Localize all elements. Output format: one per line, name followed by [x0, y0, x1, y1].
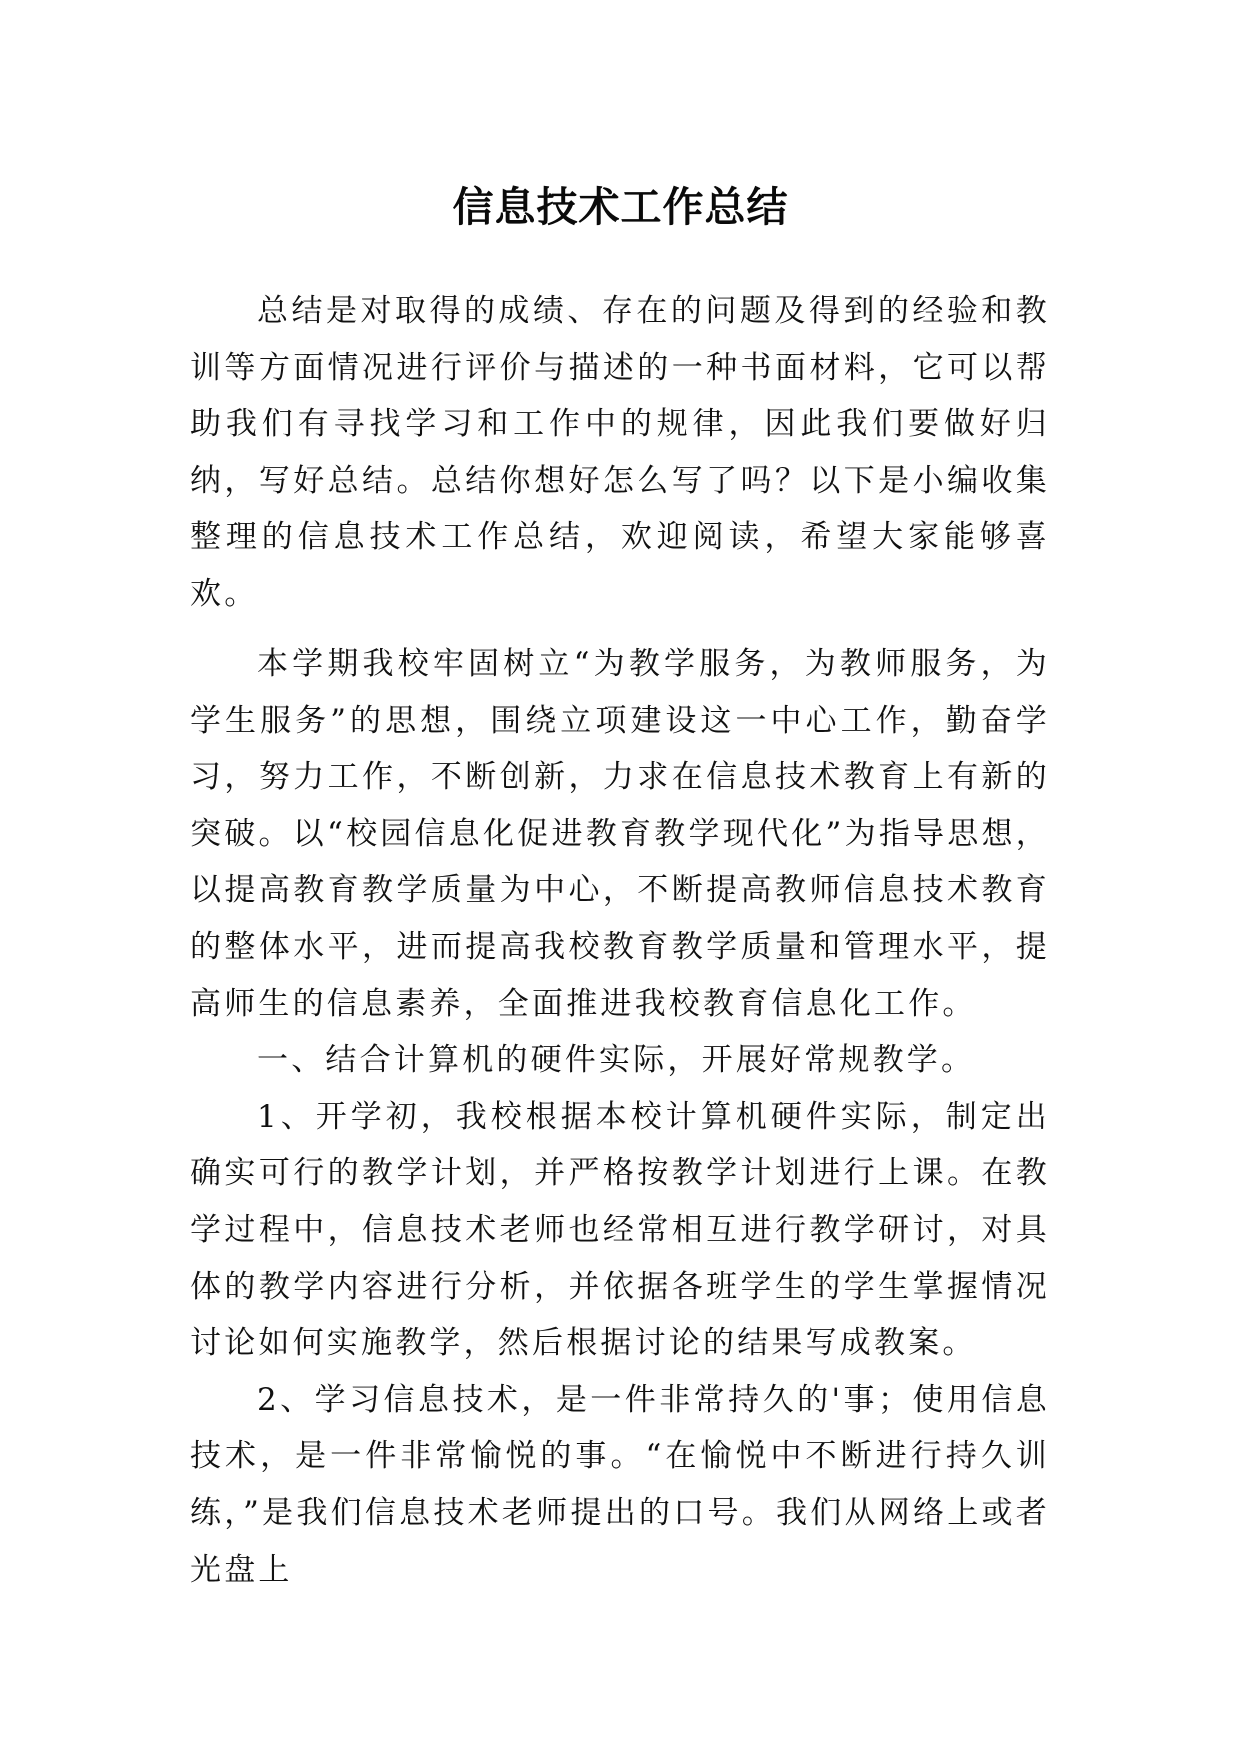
paragraph-item-1: 1、开学初，我校根据本校计算机硬件实际，制定出确实可行的教学计划，并严格按教学计划进行上课。在教学过程中，信息技术老师也经常相互进行教学研讨，对具体的教学内容进行分析，并依据各班学生的学生掌握情况讨论如何实施教学，然后根据讨论的结果写成教案。: [190, 1098, 1050, 1362]
paragraph-overview: 本学期我校牢固树立“为教学服务，为教师服务，为学生服务”的思想，围绕立项建设这一中心工作，勤奋学习，努力工作，不断创新，力求在信息技术教育上有新的突破。以“校园信息化促进教育教学现代化”为指导思想，以提高教育教学质量为中心，不断提高教师信息技术教育的整体水平，进而提高我校教育教学质量和管理水平，提高师生的信息素养，全面推进我校教育信息化工作。: [190, 646, 1050, 1022]
intro-paragraph: 总结是对取得的成绩、存在的问题及得到的经验和教训等方面情况进行评价与描述的一种书面材料，它可以帮助我们有寻找学习和工作中的规律，因此我们要做好归纳，写好总结。总结你想好怎么写了吗？以下是小编收集整理的信息技术工作总结，欢迎阅读，希望大家能够喜欢。: [190, 293, 1050, 612]
main-section: [190, 636, 1050, 1598]
section-heading-1: 一、结合计算机的硬件实际，开展好常规教学。: [257, 1042, 976, 1079]
document-title: 信息技术工作总结: [452, 183, 789, 232]
intro-section: [190, 283, 1050, 623]
paragraph-item-2: 2、学习信息技术，是一件非常持久的'事；使用信息技术，是一件非常愉悦的事。“在愉悦中不断进行持久训练，”是我们信息技术老师提出的口号。我们从网络上或者光盘上: [190, 1381, 1050, 1588]
